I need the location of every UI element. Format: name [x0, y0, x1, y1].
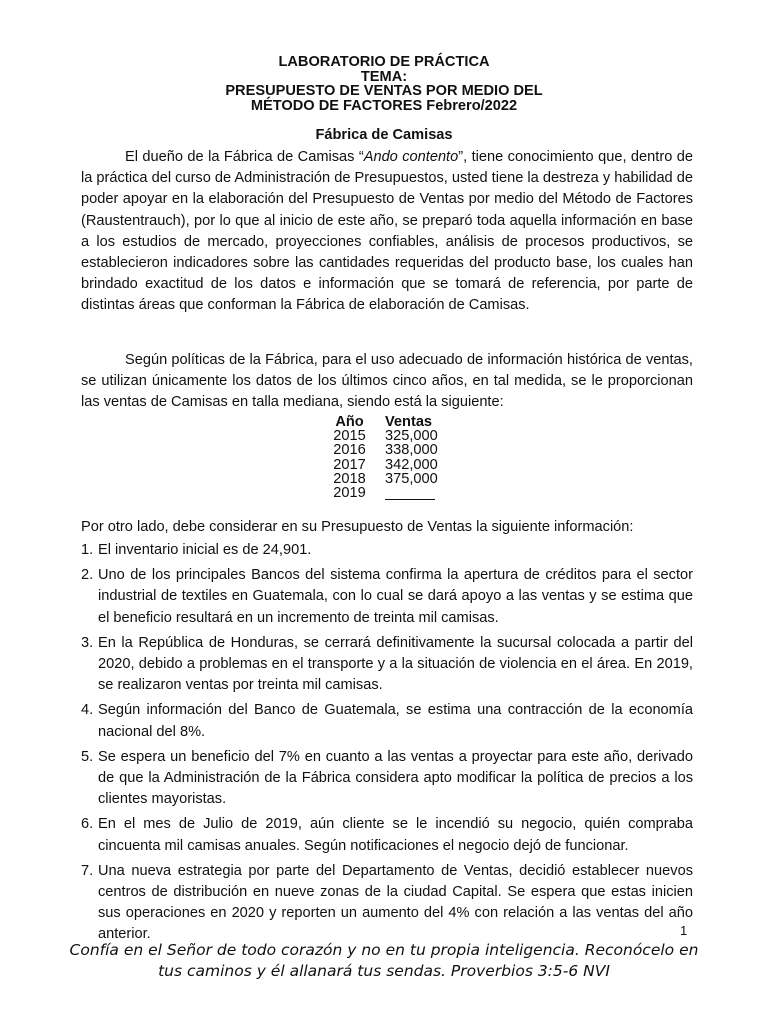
item-number: 1. — [81, 542, 94, 558]
item-text: Se espera un beneficio del 7% en cuanto a las ventas a proyectar para este año, derivado de que la Administración de la Fábrica considera apto modificar la política de precios a los clientes mayoristas. — [98, 748, 693, 808]
item-number: 5. — [81, 748, 94, 765]
sales-cell: 338,000 — [385, 442, 438, 459]
sales-table — [322, 415, 455, 500]
item-number: 6. — [81, 816, 94, 833]
paragraph-intro-before: El dueño de la Fábrica de Camisas “ — [125, 149, 364, 165]
table-row — [322, 458, 455, 472]
footer-line-1: Confía en el Señor de todo corazón y no en tu propia inteligencia. Reconócelo en — [69, 941, 699, 959]
list-item — [81, 814, 693, 856]
table-row — [322, 443, 455, 457]
item-text: Una nueva estrategia por parte del Departamento de Ventas, decidió establecer nuevos centros de distribución en nueve zonas de la ciudad Capital. Se espera que estas inicien sus operaciones en 2020 y reporten un aumento del 4% con relación a las ventas del año anterior. — [98, 862, 693, 943]
list-item — [81, 747, 693, 811]
item-number: 4. — [81, 702, 94, 719]
title-line-4: MÉTODO DE FACTORES Febrero/2022 — [250, 97, 518, 114]
list-item — [81, 565, 693, 629]
item-text: Según información del Banco de Guatemala, se estima una contracción de la economía nacional del 8%. — [98, 702, 693, 740]
year-cell: 2016 — [333, 442, 366, 459]
item-number: 2. — [81, 567, 94, 584]
sales-blank-cell — [377, 486, 455, 500]
document-title — [0, 55, 768, 113]
year-cell: 2018 — [333, 470, 366, 487]
year-cell: 2015 — [333, 428, 366, 445]
item-text: El inventario inicial es de 24,901. — [98, 542, 312, 558]
sales-cell: 375,000 — [385, 470, 438, 487]
paragraph-intro-after: ”, tiene conocimiento que, dentro de la práctica del curso de Administración de Presupuestos, usted tiene la destreza y habilidad de poder apoyar en la elaboración del Presupuesto de Ventas por medio del Método de Factores (Raustentrauch), por lo que al inicio de este año, se preparó toda aquella información en base a los estudios de mercado, proyecciones confiables, análisis de procesos productivos, se establecieron indicadores sobre las cantidades requeridas del producto base, los cuales han brindado exactitud de los datos e información que se tomará de referencia, por parte de distintas áreas que conforman la Fábrica de elaboración de Camisas. — [81, 149, 693, 314]
paragraph-policy: Según políticas de la Fábrica, para el uso adecuado de información histórica de ventas, se utilizan únicamente los datos de los últimos cinco años, en tal medida, se le proporcionan las ventas de Camisas en talla mediana, siendo está la siguiente: — [81, 352, 693, 411]
table-row — [322, 486, 455, 500]
title-line-1: LABORATORIO DE PRÁCTICA — [278, 54, 490, 70]
blank-answer-line — [385, 487, 435, 500]
sales-cell: 342,000 — [385, 456, 438, 473]
item-text: En el mes de Julio de 2019, aún cliente se le incendió su negocio, quién compraba cincuenta mil camisas anuales. Según notificaciones el negocio dejó de funcionar. — [98, 816, 693, 854]
item-text: En la República de Honduras, se cerrará definitivamente la sucursal colocada a partir del 2020, debido a problemas en el transporte y a la situación de violencia en el área. En 2019, se realizaron ventas por treinta mil camisas. — [98, 634, 693, 694]
table-row — [322, 429, 455, 443]
list-item — [81, 861, 693, 946]
sales-cell: 325,000 — [385, 428, 438, 445]
item-text: Uno de los principales Bancos del sistema confirma la apertura de créditos para el sector industrial de textiles en Guatemala, con lo cual se dará apoyo a las ventas y se estima que el beneficio resultará en un incremento de treinta mil camisas. — [98, 567, 693, 626]
year-cell: 2019 — [333, 485, 366, 502]
title-line-2: TEMA: — [360, 68, 408, 85]
item-number: 3. — [81, 634, 94, 651]
title-line-3: PRESUPUESTO DE VENTAS POR MEDIO DEL — [225, 83, 543, 99]
table-row — [322, 472, 455, 486]
list-item — [81, 540, 693, 561]
item-number: 7. — [81, 862, 94, 879]
page-number: 1 — [680, 923, 688, 938]
header-year: Año — [335, 414, 364, 430]
list-item — [81, 633, 693, 697]
header-sales: Ventas — [385, 414, 433, 430]
sales-table-header — [322, 415, 455, 429]
list-item — [81, 700, 693, 742]
considerations-intro: Por otro lado, debe considerar en su Presupuesto de Ventas la siguiente información: — [81, 519, 634, 535]
year-cell: 2017 — [333, 456, 366, 473]
paragraph-intro — [81, 147, 693, 317]
company-name-italic: Ando contento — [363, 149, 459, 165]
considerations-list — [81, 540, 693, 950]
footer-quote — [60, 940, 708, 982]
footer-line-2: tus caminos y él allanará tus sendas. Proverbios 3:5-6 NVI — [158, 962, 610, 980]
section-subtitle: Fábrica de Camisas — [315, 127, 453, 143]
